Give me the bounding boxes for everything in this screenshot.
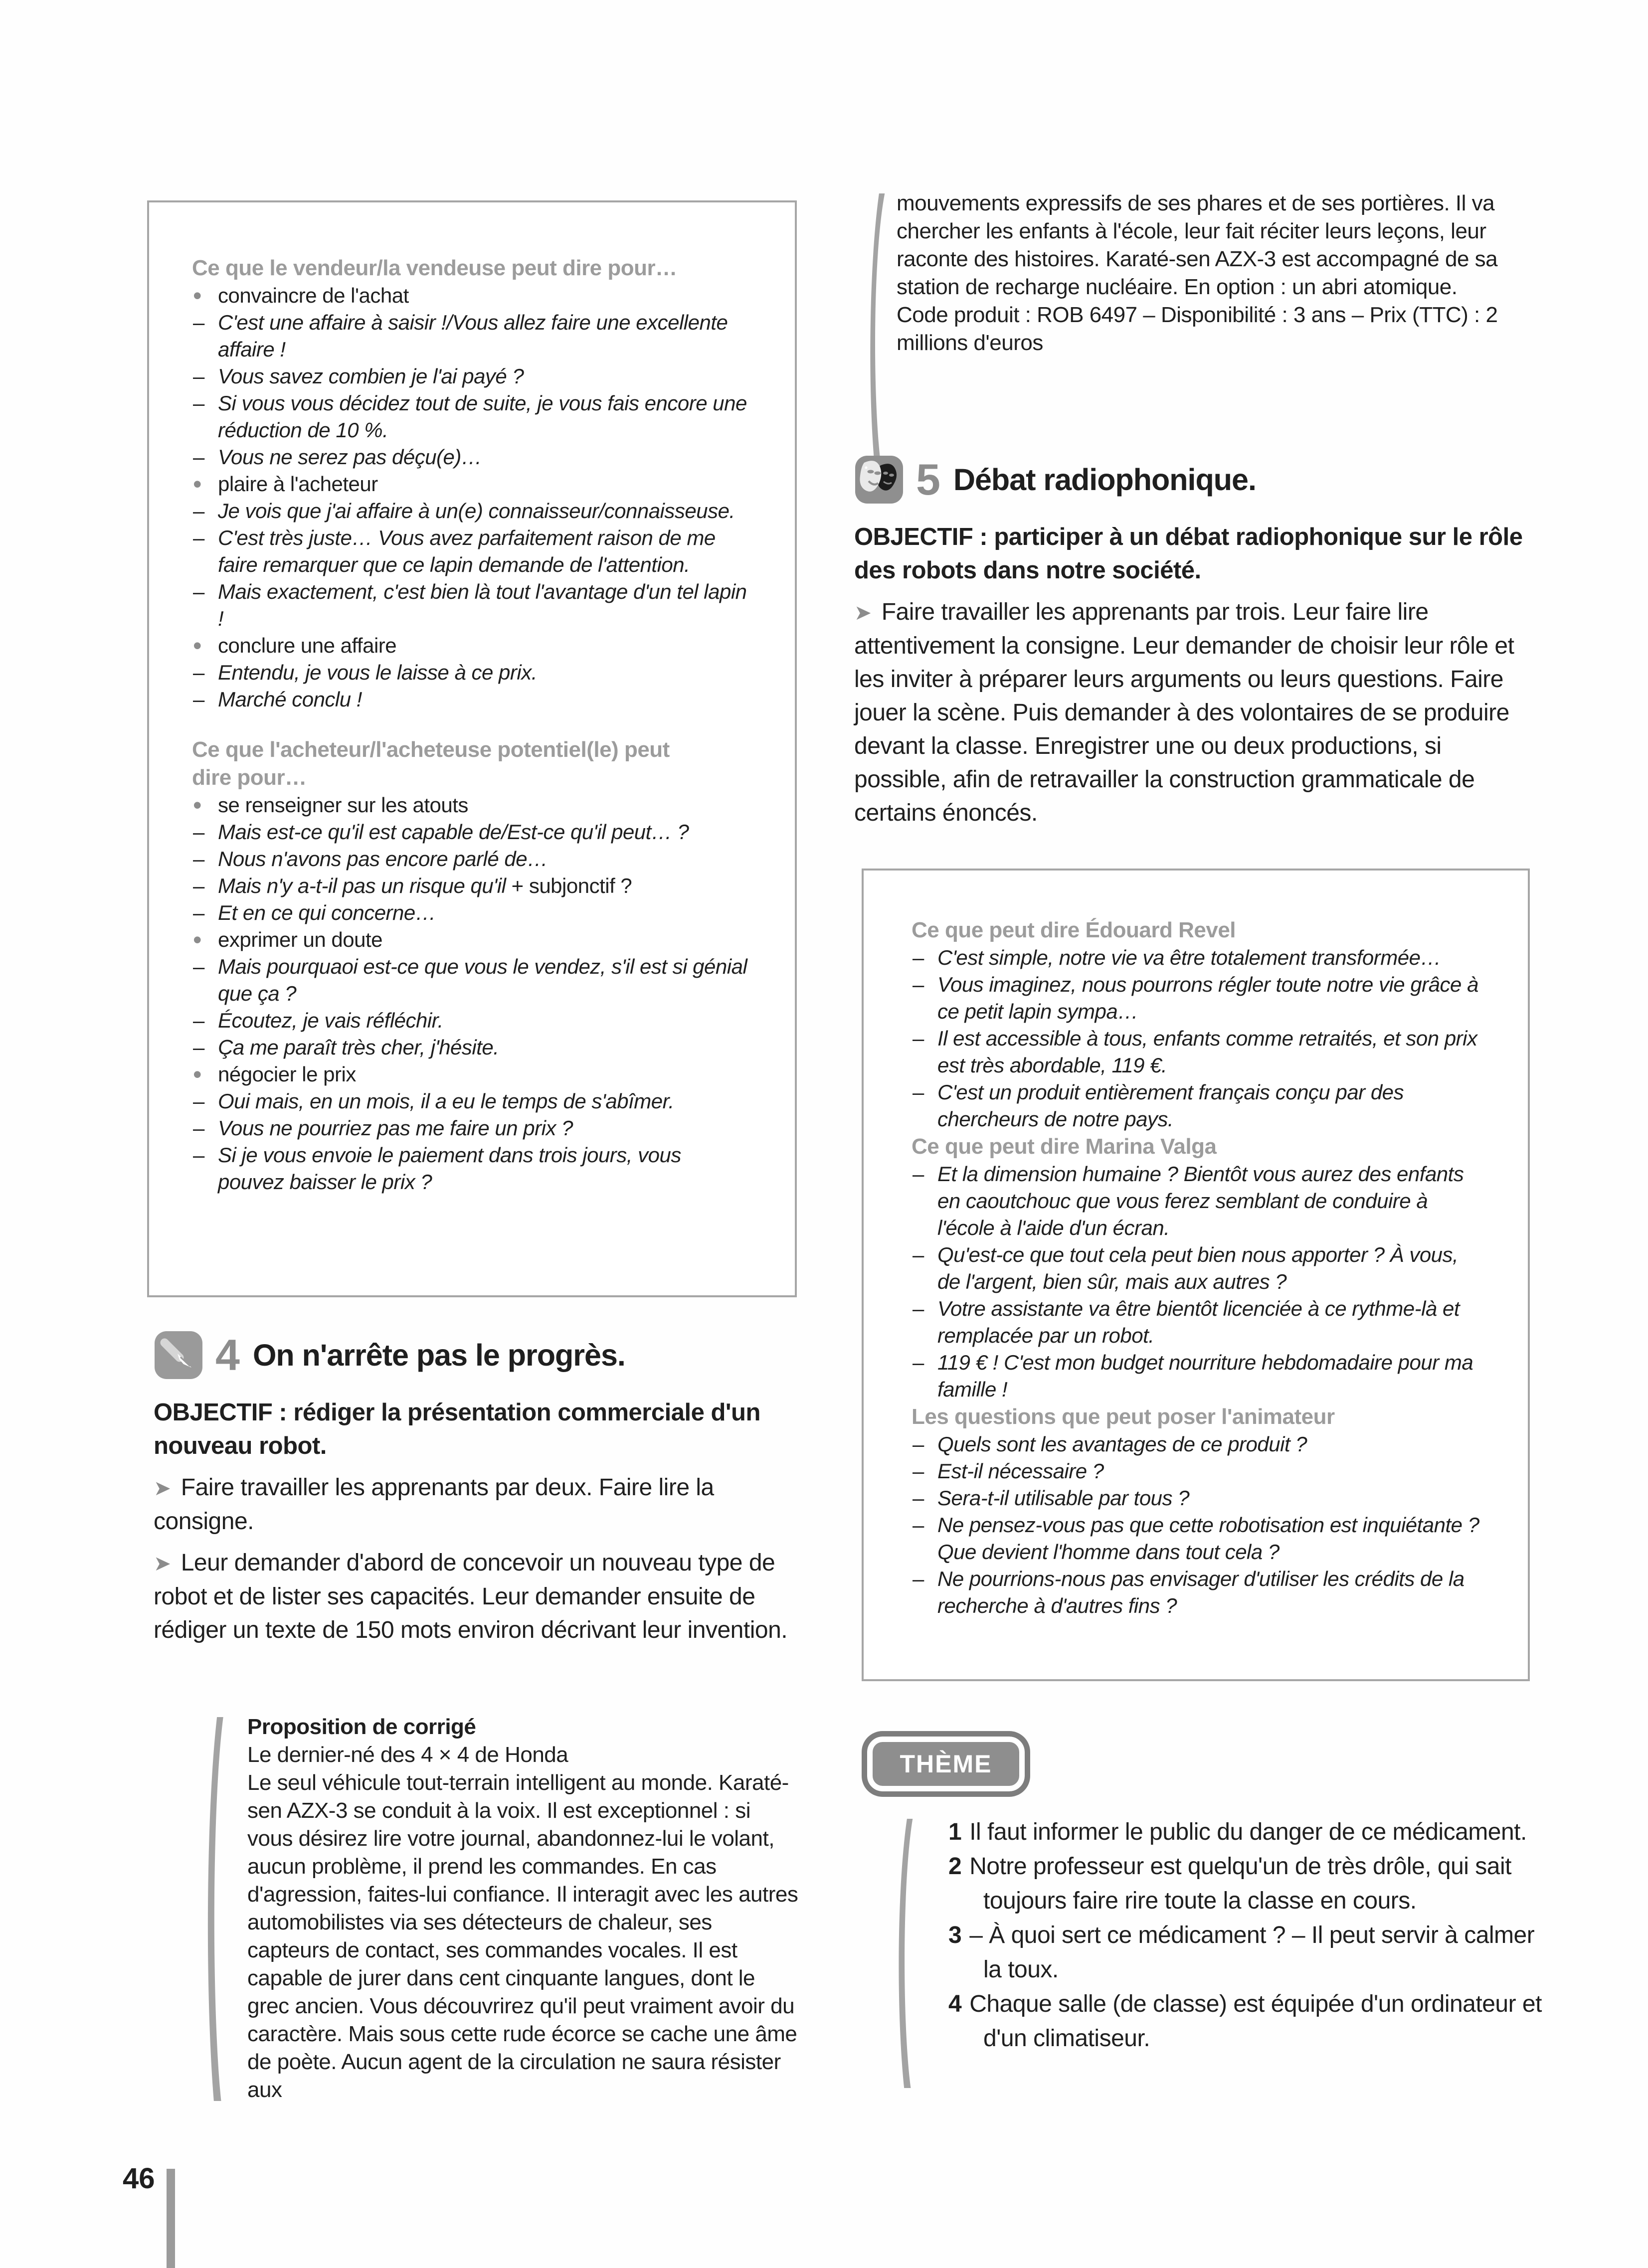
item-marker-icon — [193, 872, 204, 899]
arrow-icon — [154, 1551, 171, 1575]
list-item: • conclure une affaire — [192, 632, 752, 659]
item-marker-icon — [193, 792, 201, 820]
answer-key-block-left — [205, 1713, 800, 2104]
list-item: – C'est une affaire à saisir !/Vous allez faire une excellente affaire ! — [192, 309, 752, 363]
item-marker-icon — [913, 1079, 924, 1106]
answer-key-title: Proposition de corrigé — [247, 1715, 476, 1739]
arrow-icon — [154, 1476, 171, 1500]
sentence-number: 1 — [948, 1819, 962, 1845]
item-marker-icon — [913, 1431, 924, 1458]
list-item: – Mais pourquaoi est-ce que vous le vendez, s'il est si génial que ça ? — [192, 953, 752, 1007]
item-marker-icon — [193, 390, 204, 417]
item-marker-icon — [193, 1142, 204, 1169]
item-marker-icon — [193, 659, 204, 686]
list-item: – Ne pourrions-nous pas envisager d'utiliser les crédits de la recherche à d'autres fins ? — [912, 1566, 1484, 1619]
item-marker-icon — [193, 471, 201, 499]
item-marker-icon — [913, 1458, 924, 1485]
item-marker-icon — [193, 1061, 201, 1089]
list-item: – Ça me paraît très cher, j'hésite. — [192, 1034, 752, 1061]
item-marker-icon — [913, 1349, 924, 1376]
activity-4-header — [154, 1330, 802, 1380]
list-item: – Mais n'y a-t-il pas un risque qu'il + subjonctif ? — [192, 872, 752, 899]
footer-bar-decoration — [167, 2169, 175, 2268]
activity-objective: OBJECTIF : participer à un débat radiophonique sur le rôle des robots dans notre société. — [854, 523, 1523, 584]
activity-number: 5 — [916, 455, 940, 504]
activity-4-section — [154, 1330, 802, 1647]
activity-5-header — [854, 455, 1528, 505]
sentence-number: 4 — [948, 1991, 962, 2017]
item-marker-icon — [193, 363, 204, 390]
list-item: – Et en ce qui concerne… — [192, 899, 752, 926]
list-item: – Marché conclu ! — [192, 686, 752, 713]
numbered-sentence: 3 – À quoi sert ce médicament ? – Il peut servir à calmer la toux. — [948, 1922, 1535, 1983]
list-item: – Qu'est-ce que tout cela peut bien nous apporter ? À vous, de l'argent, bien sûr, mais aux autres ? — [912, 1241, 1484, 1295]
answer-key-line: Le dernier-né des 4 × 4 de Honda — [247, 1743, 568, 1767]
list-item: – C'est très juste… Vous avez parfaitement raison de me faire remarquer que ce lapin demande de l'attention. — [192, 524, 752, 578]
answer-key-text: mouvements expressifs de ses phares et de ses portières. Il va chercher les enfants à l'école, leur fait réciter leurs leçons, leur raconte des histoires. Karaté-sen AZX-3 est accompagné de sa station de recharge nucléaire. En option : un abri atomique. — [897, 191, 1498, 299]
item-marker-icon — [193, 926, 201, 955]
item-marker-icon — [193, 578, 204, 605]
activity-title: Débat radiophonique. — [953, 463, 1256, 497]
item-marker-icon — [193, 498, 204, 524]
list-item: – Ne pensez-vous pas que cette robotisation est inquiétante ? Que devient l'homme dans tout cela ? — [912, 1512, 1484, 1566]
list-item: – Est-il nécessaire ? — [912, 1458, 1484, 1485]
item-marker-icon — [913, 1566, 924, 1592]
list-item: Ce que le vendeur/la vendeuse peut dire pour… — [192, 256, 677, 280]
list-item: – Vous ne serez pas déçu(e)… — [192, 444, 752, 471]
swoosh-decoration — [869, 193, 888, 473]
list-item: • exprimer un doute — [192, 926, 752, 953]
answer-key-text: Le seul véhicule tout-terrain intelligent au monde. Karaté-sen AZX-3 se conduit à la voix. Il est exceptionnel : si vous désirez lire votre journal, abandonnez-lui le volant, aucun problème, il prend les commandes. En cas d'agression, faites-lui confiance. Il interagit avec les autres automobilistes via ses détecteurs de chaleur, ses capteurs de contact, ses commandes vocales. Il est capable de jurer dans cent cinquante langues, dont le grec ancien. Vous découvrirez qu'il peut vraiment avoir du caractère. Mais sous cette rude écorce se cache une âme de poète. Aucun agent de la circulation ne saura résister aux — [247, 1770, 798, 2102]
activity-title: On n'arrête pas le progrès. — [252, 1338, 625, 1372]
swoosh-decoration — [205, 1717, 226, 2101]
pencil-writing-icon — [154, 1330, 203, 1380]
activity-objective: OBJECTIF : rédiger la présentation commerciale d'un nouveau robot. — [154, 1399, 760, 1459]
list-item: • se renseigner sur les atouts — [192, 792, 752, 819]
item-marker-icon — [913, 1241, 924, 1268]
item-marker-icon — [193, 632, 201, 661]
list-item: – Entendu, je vous le laisse à ce prix. — [192, 659, 752, 686]
list-item: • plaire à l'acheteur — [192, 471, 752, 498]
list-item: – Quels sont les avantages de ce produit ? — [912, 1431, 1484, 1458]
activity-steps — [854, 595, 1528, 830]
list-item: – Nous n'avons pas encore parlé de… — [192, 846, 752, 872]
list-item: • convaincre de l'achat — [192, 282, 752, 309]
list-item: – Sera-t-il utilisable par tous ? — [912, 1485, 1484, 1512]
sentence-number: 3 — [948, 1922, 962, 1948]
theme-badge — [862, 1731, 1030, 1797]
list-item: – Je vois que j'ai affaire à un(e) connaisseur/connaisseuse. — [192, 498, 752, 524]
list-item: – Si vous vous décidez tout de suite, je vous fais encore une réduction de 10 %. — [192, 390, 752, 444]
item-marker-icon — [193, 846, 204, 872]
theme-badge-label: THÈME — [900, 1750, 992, 1778]
teaching-step: ➤ Leur demander d'abord de concevoir un nouveau type de robot et de lister ses capacités. Leur demander ensuite de rédiger un texte de 150 mots environ décrivant leur invention. — [154, 1546, 802, 1647]
list-item: Les questions que peut poser l'animateur — [912, 1404, 1335, 1429]
item-marker-icon — [193, 444, 204, 471]
sentence-number: 2 — [948, 1853, 962, 1880]
teaching-step: ➤ Faire travailler les apprenants par deux. Faire lire la consigne. — [154, 1471, 802, 1538]
item-marker-icon — [913, 1485, 924, 1512]
theater-masks-icon — [854, 455, 904, 505]
item-marker-icon — [193, 282, 201, 311]
answer-key-block-right — [869, 189, 1525, 357]
seller-buyer-phrases-box — [147, 200, 797, 1297]
item-marker-icon — [193, 1115, 204, 1142]
list-item: – Votre assistante va être bientôt licenciée à ce rythme-là et remplacée par un robot. — [912, 1295, 1484, 1349]
list-item: Ce que peut dire Édouard Revel — [912, 918, 1236, 942]
list-item: Ce que peut dire Marina Valga — [912, 1134, 1217, 1159]
page-number: 46 — [123, 2162, 155, 2195]
arrow-icon — [854, 600, 872, 625]
numbered-sentence: 1 Il faut informer le public du danger de ce médicament. — [948, 1819, 1527, 1845]
list-item: – Vous savez combien je l'ai payé ? — [192, 363, 752, 390]
numbered-sentence: 2 Notre professeur est quelqu'un de très drôle, qui sait toujours faire rire toute la classe en cours. — [948, 1853, 1511, 1914]
item-marker-icon — [913, 1025, 924, 1052]
list-item: – Écoutez, je vais réfléchir. — [192, 1007, 752, 1034]
item-marker-icon — [913, 1295, 924, 1322]
item-marker-icon — [193, 309, 204, 336]
theme-sentences-block — [897, 1815, 1545, 2056]
teaching-step: ➤ Faire travailler les apprenants par trois. Leur faire lire attentivement la consigne. Leur demander de choisir leur rôle et les inviter à préparer leurs arguments ou leurs questions. Faire jouer la scène. Puis demander à des volontaires de se produire devant la classe. Enregistrer une ou deux productions, si possible, afin de retravailler la construction grammaticale de certains énoncés. — [854, 595, 1528, 830]
list-item: – C'est simple, notre vie va être totalement transformée… — [912, 944, 1484, 971]
item-marker-icon — [193, 899, 204, 926]
item-marker-icon — [193, 819, 204, 846]
list-item: – Mais exactement, c'est bien là tout l'avantage d'un tel lapin ! — [192, 578, 752, 632]
item-marker-icon — [193, 1007, 204, 1034]
activity-number: 4 — [215, 1330, 240, 1380]
item-marker-icon — [193, 686, 204, 713]
activity-5-section — [854, 455, 1528, 830]
list-item: Ce que l'acheteur/l'acheteuse potentiel(le) peut dire pour… — [192, 737, 670, 790]
item-marker-icon — [913, 1512, 924, 1539]
list-item: – Il est accessible à tous, enfants comme retraités, et son prix est très abordable, 119 €. — [912, 1025, 1484, 1079]
swoosh-decoration — [897, 1819, 916, 2088]
item-marker-icon — [913, 971, 924, 998]
list-item: • négocier le prix — [192, 1061, 752, 1088]
list-item: – 119 € ! C'est mon budget nourriture hebdomadaire pour ma famille ! — [912, 1349, 1484, 1403]
list-item: – Oui mais, en un mois, il a eu le temps de s'abîmer. — [192, 1088, 752, 1115]
theme-items — [948, 1815, 1545, 2056]
list-item: – Mais est-ce qu'il est capable de/Est-ce qu'il peut… ? — [192, 819, 752, 846]
list-item: – Si je vous envoie le paiement dans trois jours, vous pouvez baisser le prix ? — [192, 1142, 752, 1196]
debate-roles-box — [862, 869, 1530, 1681]
list-item: – C'est un produit entièrement français conçu par des chercheurs de notre pays. — [912, 1079, 1484, 1133]
item-marker-icon — [913, 1161, 924, 1188]
item-marker-icon — [193, 524, 204, 551]
list-item: – Vous imaginez, nous pourrons régler toute notre vie grâce à ce petit lapin sympa… — [912, 971, 1484, 1025]
numbered-sentence: 4 Chaque salle (de classe) est équipée d'un ordinateur et d'un climatiseur. — [948, 1991, 1542, 2052]
item-marker-icon — [913, 944, 924, 971]
activity-steps — [154, 1471, 802, 1647]
list-item: – Et la dimension humaine ? Bientôt vous aurez des enfants en caoutchouc que vous ferez semblant de conduire à l'école à l'aide d'un écran. — [912, 1161, 1484, 1241]
product-info-line: Code produit : ROB 6497 – Disponibilité : 3 ans – Prix (TTC) : 2 millions d'euros — [897, 303, 1498, 355]
list-item: – Vous ne pourriez pas me faire un prix ? — [192, 1115, 752, 1142]
item-marker-icon — [193, 1088, 204, 1115]
item-marker-icon — [193, 1034, 204, 1061]
item-marker-icon — [193, 953, 204, 980]
